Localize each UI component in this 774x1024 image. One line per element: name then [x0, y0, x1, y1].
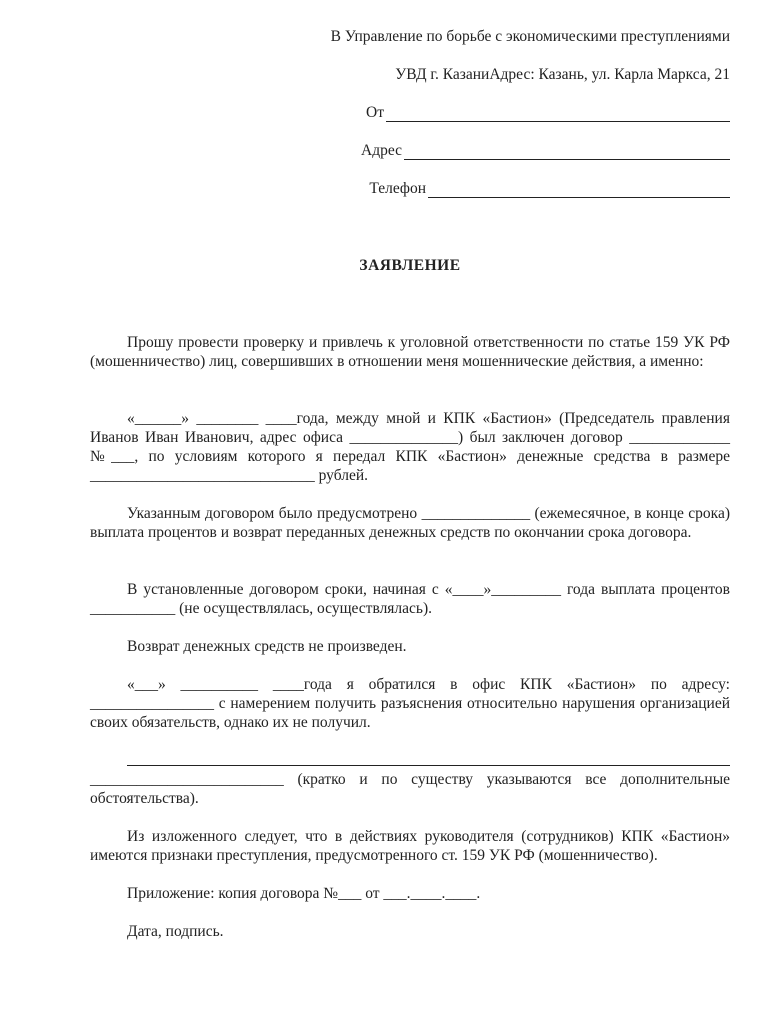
- recipient-line-1: В Управление по борьбе с экономическими преступлениями: [330, 28, 730, 45]
- paragraph-contract: «______» ________ ____года, между мной и КПК «Бастион» (Председатель правления Иванов Иван Иванович, адрес офиса ______________) был заключен договор _____________ №___, по условиям которого я передал КПК «Бастион» денежные средства в размере _____________________________ рублей.: [90, 410, 730, 484]
- address-blank-line: [404, 144, 730, 160]
- from-blank-line: [386, 106, 730, 122]
- from-label: От: [366, 104, 384, 121]
- from-field: [366, 103, 730, 122]
- paragraph-no-return: Возврат денежных средств не произведен.: [127, 638, 407, 655]
- paragraph-attachment: Приложение: копия договора №___ от ___.____.____.: [127, 885, 481, 902]
- paragraph-office-visit: «___» __________ ____года я обратился в офис КПК «Бастион» по адресу: ________________ с намерением получить разъяснения относительно нарушения организацией своих обязательств, однако их не получил.: [90, 676, 730, 731]
- additional-circumstances-line: [127, 765, 730, 766]
- document-title: ЗАЯВЛЕНИЕ: [359, 257, 461, 274]
- phone-label: Телефон: [369, 180, 426, 197]
- paragraph-interest-terms: Указанным договором было предусмотрено ______________ (ежемесячное, в конце срока) выплата процентов и возврат переданных денежных средств по окончании срока договора.: [90, 505, 730, 541]
- recipient-line-2: УВД г. КазаниАдрес: Казань, ул. Карла Маркса, 21: [395, 66, 730, 83]
- phone-field: [369, 179, 730, 198]
- paragraph-request: Прошу провести проверку и привлечь к уголовной ответственности по статье 159 УК РФ (мошенничество) лиц, совершивших в отношении меня мошеннические действия, а именно:: [90, 334, 730, 370]
- address-field: [361, 141, 730, 160]
- paragraph-payments: В установленные договором сроки, начиная с «____»_________ года выплата процентов ___________ (не осуществлялась, осуществлялась).: [90, 581, 730, 617]
- paragraph-date-signature: Дата, подпись.: [127, 923, 224, 940]
- paragraph-conclusion: Из изложенного следует, что в действиях руководителя (сотрудников) КПК «Бастион» имеются признаки преступления, предусмотренного ст. 159 УК РФ (мошенничество).: [90, 828, 730, 864]
- address-label: Адрес: [361, 142, 402, 159]
- paragraph-additional: _________________________ (кратко и по существу указываются все дополнительные обстоятельства).: [90, 771, 730, 807]
- phone-blank-line: [428, 182, 730, 198]
